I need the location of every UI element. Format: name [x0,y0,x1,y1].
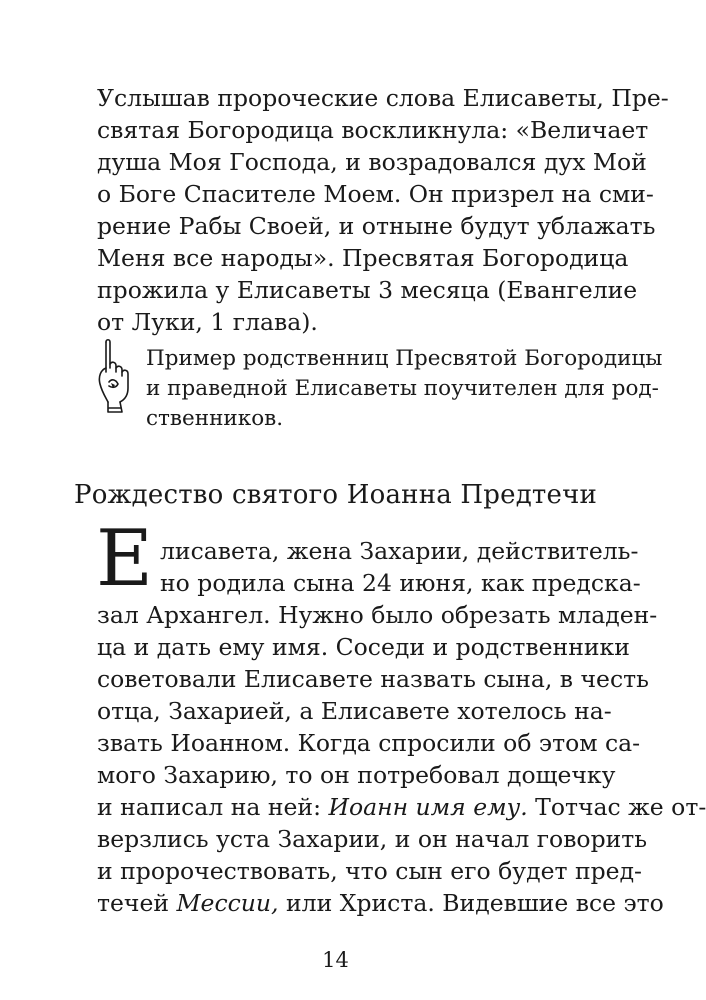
section-heading: Рождество святого Иоанна Предтечи [74,480,597,510]
text-line: от Луки, 1 глава). [97,308,318,336]
text-line: звать Иоанном. Когда спросили об этом са- [97,729,641,757]
text-line: лисавета, жена Захарии, действитель- [160,537,639,565]
text-line: и пророчествовать, что сын его будет пред- [97,857,642,885]
page-number: 14 [322,948,349,972]
text-line: святая Богородица воскликнула: «Величает [97,116,649,144]
text-line: Услышав пророческие слова Елисаветы, Пре- [97,84,669,112]
text-line [97,889,664,917]
text-line: верзлись уста Захарии, и он начал говорить [97,825,648,853]
text-line [97,793,706,821]
text-line: мого Захарию, то он потребовал дощечку [97,761,616,789]
text-segment: или Христа. Видевшие все это [278,889,664,917]
text-line: но родила сына 24 июня, как предска- [160,569,641,597]
italic-term: Мессии, [176,889,279,917]
text-line: отца, Захарией, а Елисавете хотелось на- [97,697,612,725]
note-line: ственников. [146,406,284,431]
text-line: зал Архангел. Нужно было обрезать младен- [97,601,658,629]
pointing-hand-icon [96,338,132,414]
text-line: о Боге Спасителе Моем. Он призрел на сми- [97,180,654,208]
text-line: душа Моя Господа, и возрадовался дух Мой [97,148,647,176]
text-segment: и написал на ней: [97,793,329,821]
text-line: Меня все народы». Пресвятая Богородица [97,244,629,272]
italic-quote: Иоанн имя ему. [328,793,528,821]
text-line: ца и дать ему имя. Соседи и родственники [97,633,630,661]
note-line: Пример родственниц Пресвятой Богородицы [146,346,663,371]
text-line: советовали Елисавете назвать сына, в честь [97,665,649,693]
text-segment: Тотчас же от- [527,793,706,821]
note-line: и праведной Елисаветы поучителен для род- [146,376,659,401]
drop-cap: Е [96,514,153,604]
text-segment: течей [97,889,177,917]
text-line: прожила у Елисаветы 3 месяца (Евангелие [97,276,638,304]
text-line: рение Рабы Своей, и отныне будут ублажать [97,212,656,240]
